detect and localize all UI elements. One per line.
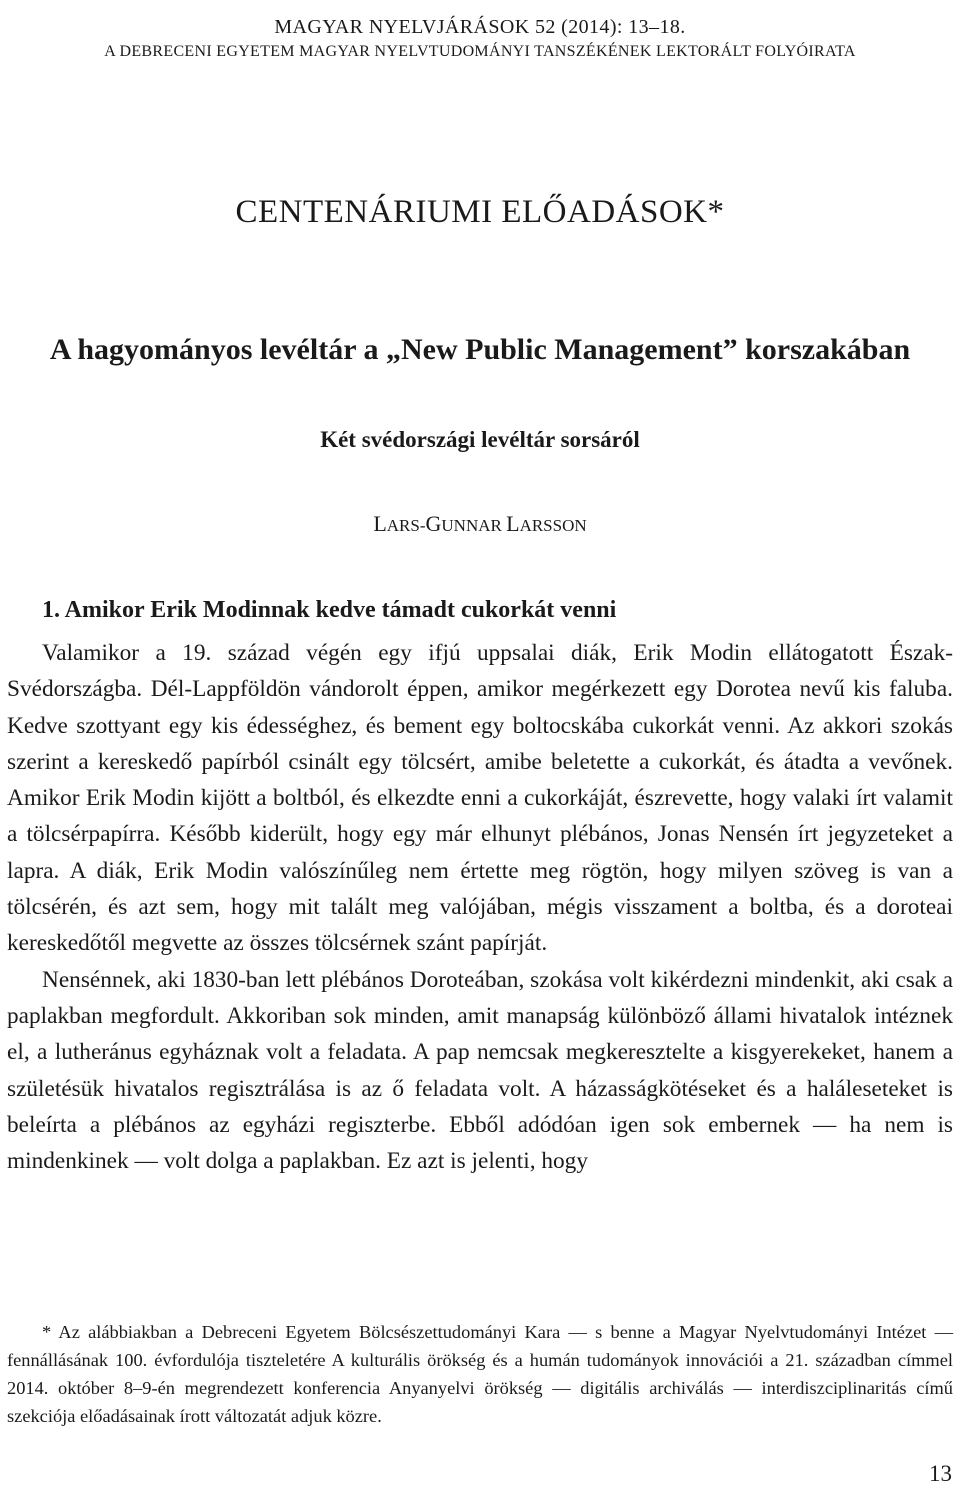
body-paragraph: Valamikor a 19. század végén egy ifjú uppsalai diák, Erik Modin ellátogatott Észak-Svédországba. Dél-Lappföldön vándorolt éppen, amikor megérkezett egy Dorotea nevű kis faluba. Kedve szottyant egy kis édességhez, és bement egy boltocskába cukorkát venni. Az akkori szokás szerint a kereskedő papírból csinált egy tölcsért, amibe beletette a cukorkát, és átadta a vevőnek. Amikor Erik Modin kijött a boltból, és elkezdte enni a cukorkáját, észrevette, hogy valaki írt valamit a tölcsérpapírra. Később kiderült, hogy egy már elhunyt plébános, Jonas Nensén írt jegyzeteket a lapra. A diák, Erik Modin valószínűleg nem értette meg rögtön, hogy milyen szöveg is van a tölcsérén, és azt sem, hogy mit talált meg valójában, mégis visszament a boltba, és a doroteai kereskedőtől megvette az összes tölcsérnek szánt papírját.: [7, 640, 953, 957]
body-paragraph: Nensénnek, aki 1830-ban lett plébános Doroteában, szokása volt kikérdezni mindenkit, aki csak a paplakban megfordult. Akkoriban sok minden, amit manapság különböző állami hivatalok intéznek el, a lutheránus egyháznak volt a feladata. A pap nemcsak megkeresztelte a kisgyerekeket, hanem a születésük hivatalos regisztrálása is az ő feladata volt. A házasságkötéseket és a haláleseteket is beleírta a plébános az egyházi regiszterbe. Ebből adódóan igen sok embernek — ha nem is mindenkinek — volt dolga a paplakban. Ez azt is jelenti, hogy: [7, 966, 953, 1175]
journal-citation: MAGYAR NYELVJÁRÁSOK 52 (2014): 13–18.: [274, 16, 686, 38]
section-title: CENTENÁRIUMI ELŐADÁSOK*: [235, 194, 725, 230]
author-last-rest: ARSSON: [519, 516, 587, 535]
author-first-rest: ARS-: [386, 516, 426, 535]
journal-description: A DEBRECENI EGYETEM MAGYAR NYELVTUDOMÁNYI TANSZÉKÉNEK LEKTORÁLT FOLYÓIRATA: [104, 43, 856, 60]
author-name: [0, 509, 960, 541]
author-middle-initial: G: [425, 511, 442, 536]
page-number: 13: [929, 1461, 952, 1486]
footnote-text: * Az alábbiakban a Debreceni Egyetem Bölcsészettudományi Kara — s benne a Magyar Nyelvtudományi Intézet — fennállásának 100. évfordulója tiszteletére A kulturális örökség és a humán tudományok innovációi a 21. században címmel 2014. október 8–9-én megrendezett konferencia Anyanyelvi örökség — digitális archiválás — interdiszciplinaritás című szekciója előadásainak írott változatát adjuk közre.: [7, 1322, 953, 1426]
author-middle-rest: UNNAR: [441, 516, 507, 535]
body-text: [7, 635, 953, 1179]
author-last-initial: L: [506, 511, 520, 536]
article-subtitle: Két svédországi levéltár sorsáról: [320, 427, 640, 452]
section-heading: 1. Amikor Erik Modinnak kedve támadt cukorkát venni: [42, 597, 617, 623]
running-head: [0, 14, 960, 64]
author-first-initial: L: [373, 511, 387, 536]
footnote: [7, 1318, 953, 1430]
article-title: A hagyományos levéltár a „New Public Management” korszakában: [49, 333, 911, 366]
